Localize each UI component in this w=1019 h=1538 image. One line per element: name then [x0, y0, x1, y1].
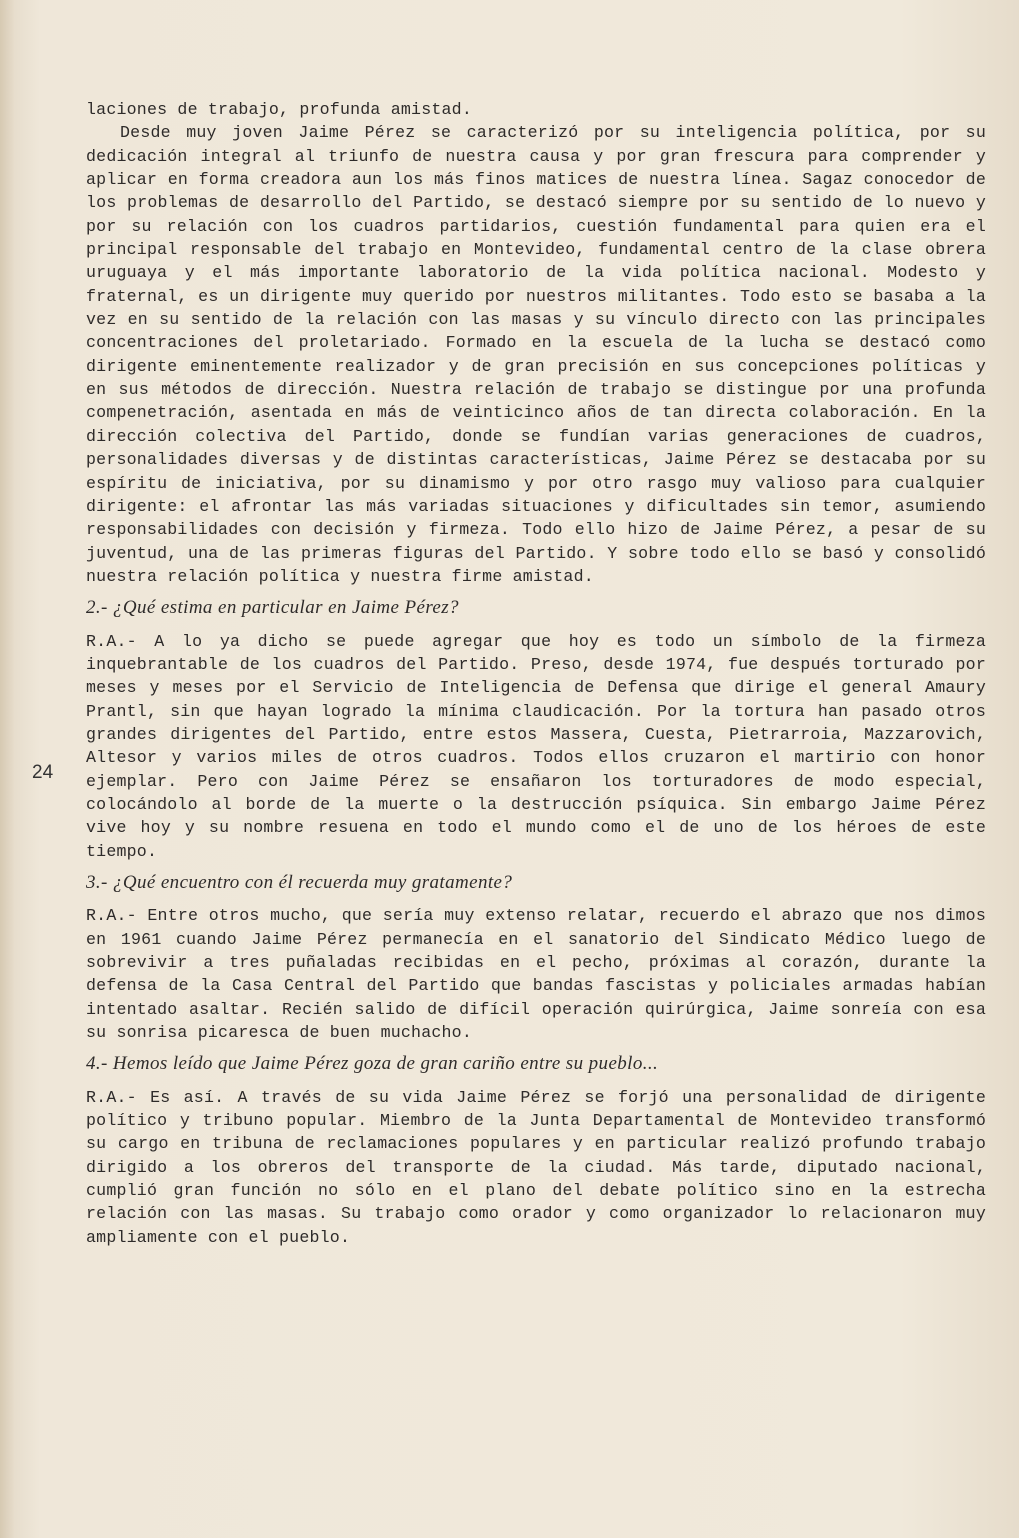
paragraph-continuation: laciones de trabajo, profunda amistad. [86, 100, 472, 119]
answer-paragraph: R.A.- Es así. A través de su vida Jaime Pérez se forjó una personalidad de dirigente político y tribuno popular. Miembro de la Junta Departamental de Montevideo transformó su cargo en tribuna de reclamaciones populares y en particular realizó profundo trabajo dirigido a los obreros del transporte de la ciudad. Más tarde, diputado nacional, cumplió gran función no sólo en el plano del debate político sino en la estrecha relación con las masas. Su trabajo como orador y como organizador lo relacionaron muy ampliamente con el pueblo. [86, 1087, 986, 1247]
question-heading: 3.- ¿Qué encuentro con él recuerda muy gratamente? [86, 872, 513, 893]
answer-paragraph: R.A.- A lo ya dicho se puede agregar que hoy es todo un símbolo de la firmeza inquebrantable de los cuadros del Partido. Preso, desde 1974, fue después torturado por meses y meses por el Servicio de Inteligencia de Defensa que dirige el general Amaury Prantl, sin que hayan logrado la mínima claudicación. Por la tortura han pasado otros grandes dirigentes del Partido, entre estos Massera, Cuesta, Pietrarroia, Mazzarovich, Altesor y varios miles de otros cuadros. Todos ellos cruzaron el martirio con honor ejemplar. Pero con Jaime Pérez se ensañaron los torturadores de modo especial, colocándolo al borde de la muerte o la destrucción psíquica. Sin embargo Jaime Pérez vive hoy y su nombre resuena en todo el mundo como el de uno de los héroes de este tiempo. [86, 631, 986, 861]
paragraph: Desde muy joven Jaime Pérez se caracterizó por su inteligencia política, por su dedicación integral al triunfo de nuestra causa y por gran frescura para comprender y aplicar en forma creadora aun los más finos matices de nuestra línea. Sagaz conocedor de los problemas de desarrollo del Partido, se destacó siempre por su sentido de lo nuevo y por su relación con los cuadros partidarios, cuestión fundamental para quien era el principal responsable del trabajo en Montevideo, fundamental centro de la clase obrera uruguaya y el más importante laboratorio de la vida política nacional. Modesto y fraternal, es un dirigente muy querido por nuestros militantes. Todo esto se basaba a la vez en su sentido de la relación con las masas y su vínculo directo con las principales concentraciones del proletariado. Formado en la escuela de la lucha se destacó como dirigente eminentemente realizador y de gran precisión en sus concepciones políticas y en sus métodos de dirección. Nuestra relación de trabajo se distingue por una profunda compenetración, asentada en más de veinticinco años de tan directa colaboración. En la dirección colectiva del Partido, donde se fundían varias generaciones de cuadros, personalidades diversas y de distintas características, Jaime Pérez se destacaba por su espíritu de iniciativa, por su dinamismo y por otro rasgo muy valioso para cualquier dirigente: el afrontar las más variadas situaciones y dificultades sin temor, asumiendo responsabilidades con decisión y firmeza. Todo ello hizo de Jaime Pérez, a pesar de su juventud, una de las primeras figuras del Partido. Y sobre todo ello se basó y consolidó nuestra relación política y nuestra firme amistad. [86, 123, 986, 586]
body-text [86, 98, 986, 1249]
page-number: 24 [32, 762, 54, 783]
answer-paragraph: R.A.- Entre otros mucho, que sería muy extenso relatar, recuerdo el abrazo que nos dimos en 1961 cuando Jaime Pérez permanecía en el sanatorio del Sindicato Médico luego de sobrevivir a tres puñaladas recibidas en el pecho, próximas al corazón, durante la defensa de la Casa Central del Partido que bandas fascistas y policiales armadas habían intentado asaltar. Recién salido de difícil operación quirúrgica, Jaime sonreía con esa su sonrisa picaresca de buen muchacho. [86, 906, 986, 1043]
paper-edge [0, 0, 14, 1538]
question-heading: 2.- ¿Qué estima en particular en Jaime Pérez? [86, 597, 459, 619]
question-heading: 4.- Hemos leído que Jaime Pérez goza de gran cariño entre su pueblo... [86, 1053, 659, 1075]
